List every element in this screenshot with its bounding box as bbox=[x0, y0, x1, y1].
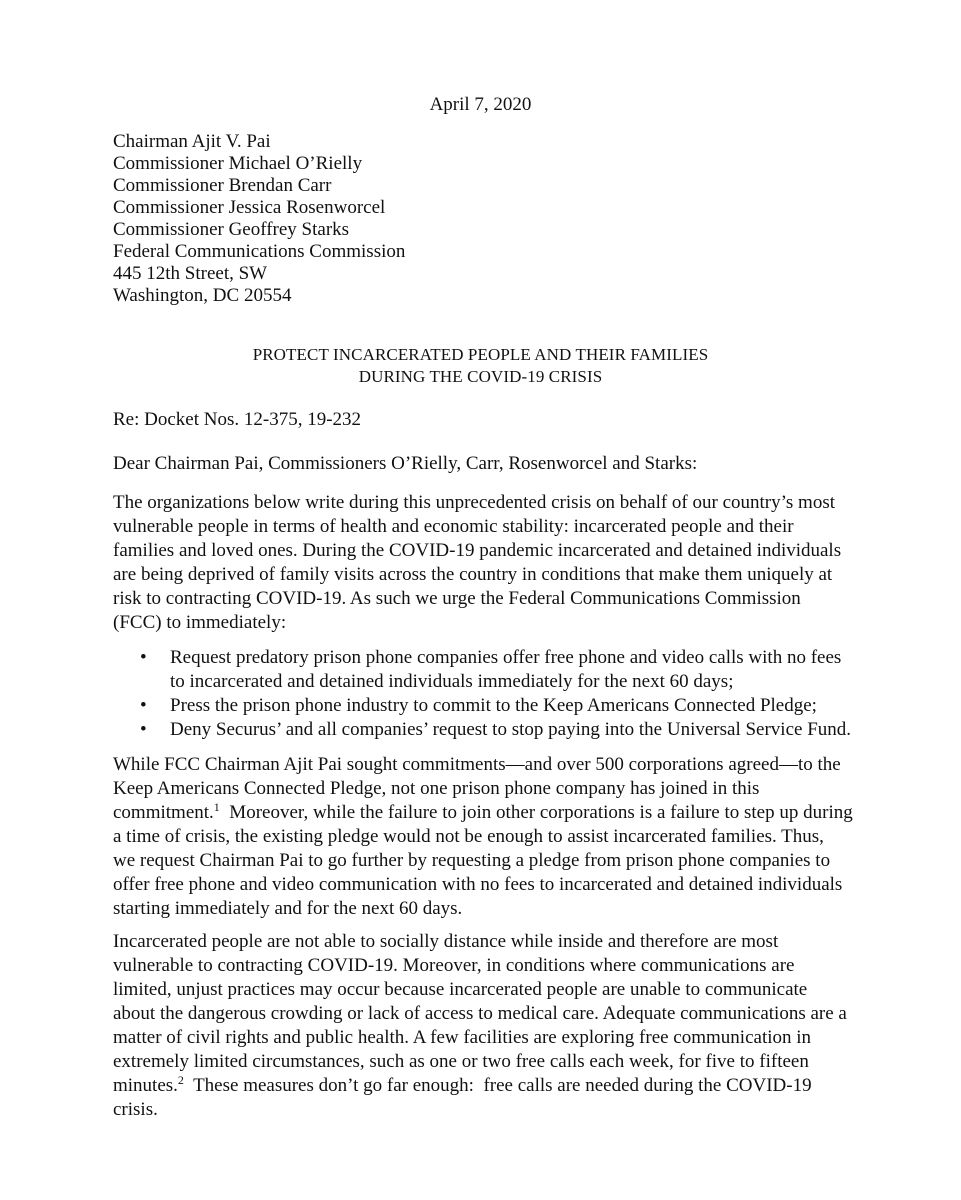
address-line: 445 12th Street, SW bbox=[113, 263, 268, 284]
paragraph-line: limited, unjust practices may occur because incarcerated people are unable to communicate bbox=[113, 979, 808, 1000]
bullet-item bbox=[140, 646, 851, 694]
recipient-address bbox=[113, 131, 405, 307]
paragraph-line: vulnerable to contracting COVID-19. Moreover, in conditions where communications are bbox=[113, 955, 795, 976]
bullet-item bbox=[140, 694, 851, 718]
paragraph-line: While FCC Chairman Ajit Pai sought commitments—and over 500 corporations agreed—to the bbox=[113, 754, 841, 775]
bullet-line: Deny Securus’ and all companies’ request to stop paying into the Universal Service Fund. bbox=[170, 719, 852, 740]
title-line: DURING THE COVID-19 CRISIS bbox=[358, 367, 603, 386]
paragraph-line: matter of civil rights and public health. A few facilities are exploring free communication in bbox=[113, 1027, 812, 1048]
title-line: PROTECT INCARCERATED PEOPLE AND THEIR FAMILIES bbox=[252, 345, 709, 364]
paragraph-line: vulnerable people in terms of health and economic stability: incarcerated people and their bbox=[113, 516, 794, 537]
request-bullet-list bbox=[140, 646, 851, 742]
paragraph-line: Keep Americans Connected Pledge, not one prison phone company has joined in this bbox=[113, 778, 760, 799]
bullet-line: Request predatory prison phone companies offer free phone and video calls with no fees bbox=[170, 647, 842, 668]
paragraph-text: minutes. bbox=[113, 1075, 178, 1096]
address-line: Commissioner Michael O’Rielly bbox=[113, 153, 363, 174]
address-line: Commissioner Brendan Carr bbox=[113, 175, 332, 196]
address-line: Federal Communications Commission bbox=[113, 241, 406, 262]
salutation: Dear Chairman Pai, Commissioners O’Rielly, Carr, Rosenworcel and Starks: bbox=[113, 453, 698, 474]
bullet-line: to incarcerated and detained individuals immediately for the next 60 days; bbox=[170, 671, 734, 692]
bullet-icon: • bbox=[140, 647, 147, 668]
paragraph-line: offer free phone and video communication with no fees to incarcerated and detained individuals bbox=[113, 874, 843, 895]
re-docket-line: Re: Docket Nos. 12-375, 19-232 bbox=[113, 409, 362, 430]
paragraph-line: risk to contracting COVID-19. As such we urge the Federal Communications Commission bbox=[113, 588, 801, 609]
address-line: Commissioner Geoffrey Starks bbox=[113, 219, 350, 240]
address-line: Commissioner Jessica Rosenworcel bbox=[113, 197, 386, 218]
letter-date: April 7, 2020 bbox=[429, 94, 532, 115]
bullet-item bbox=[140, 718, 851, 742]
bullet-icon: • bbox=[140, 719, 147, 740]
paragraph-line: we request Chairman Pai to go further by requesting a pledge from prison phone companies to bbox=[113, 850, 831, 871]
paragraph-line bbox=[113, 801, 853, 825]
footnote-marker: 2 bbox=[177, 1073, 184, 1087]
paragraph-health bbox=[113, 930, 847, 1122]
address-line: Washington, DC 20554 bbox=[113, 285, 292, 306]
paragraph-line: crisis. bbox=[113, 1099, 158, 1120]
paragraph-text: These measures don’t go far enough: free calls are needed during the COVID-19 bbox=[183, 1075, 812, 1096]
paragraph-text: commitment. bbox=[113, 802, 214, 823]
paragraph-text: Moreover, while the failure to join other corporations is a failure to step up during bbox=[219, 802, 853, 823]
paragraph-line: extremely limited circumstances, such as one or two free calls each week, for five to fifteen bbox=[113, 1051, 809, 1072]
paragraph-line: (FCC) to immediately: bbox=[113, 612, 287, 633]
paragraph-line: The organizations below write during this unprecedented crisis on behalf of our country’s most bbox=[113, 492, 835, 513]
paragraph-line: are being deprived of family visits across the country in conditions that make them uniquely at bbox=[113, 564, 833, 585]
paragraph-line: Incarcerated people are not able to socially distance while inside and therefore are most bbox=[113, 931, 779, 952]
footnote-marker: 1 bbox=[213, 800, 220, 814]
letter-title bbox=[0, 344, 961, 388]
paragraph-intro bbox=[113, 491, 841, 635]
paragraph-line bbox=[113, 1074, 847, 1098]
paragraph-line: about the dangerous crowding or lack of access to medical care. Adequate communications are a bbox=[113, 1003, 847, 1024]
paragraph-line: starting immediately and for the next 60 days. bbox=[113, 898, 463, 919]
paragraph-pledge bbox=[113, 753, 853, 921]
address-line: Chairman Ajit V. Pai bbox=[113, 131, 271, 152]
bullet-icon: • bbox=[140, 695, 147, 716]
bullet-line: Press the prison phone industry to commit to the Keep Americans Connected Pledge; bbox=[170, 695, 817, 716]
paragraph-line: families and loved ones. During the COVID-19 pandemic incarcerated and detained individuals bbox=[113, 540, 842, 561]
paragraph-line: a time of crisis, the existing pledge would not be enough to assist incarcerated families. Thus, bbox=[113, 826, 824, 847]
